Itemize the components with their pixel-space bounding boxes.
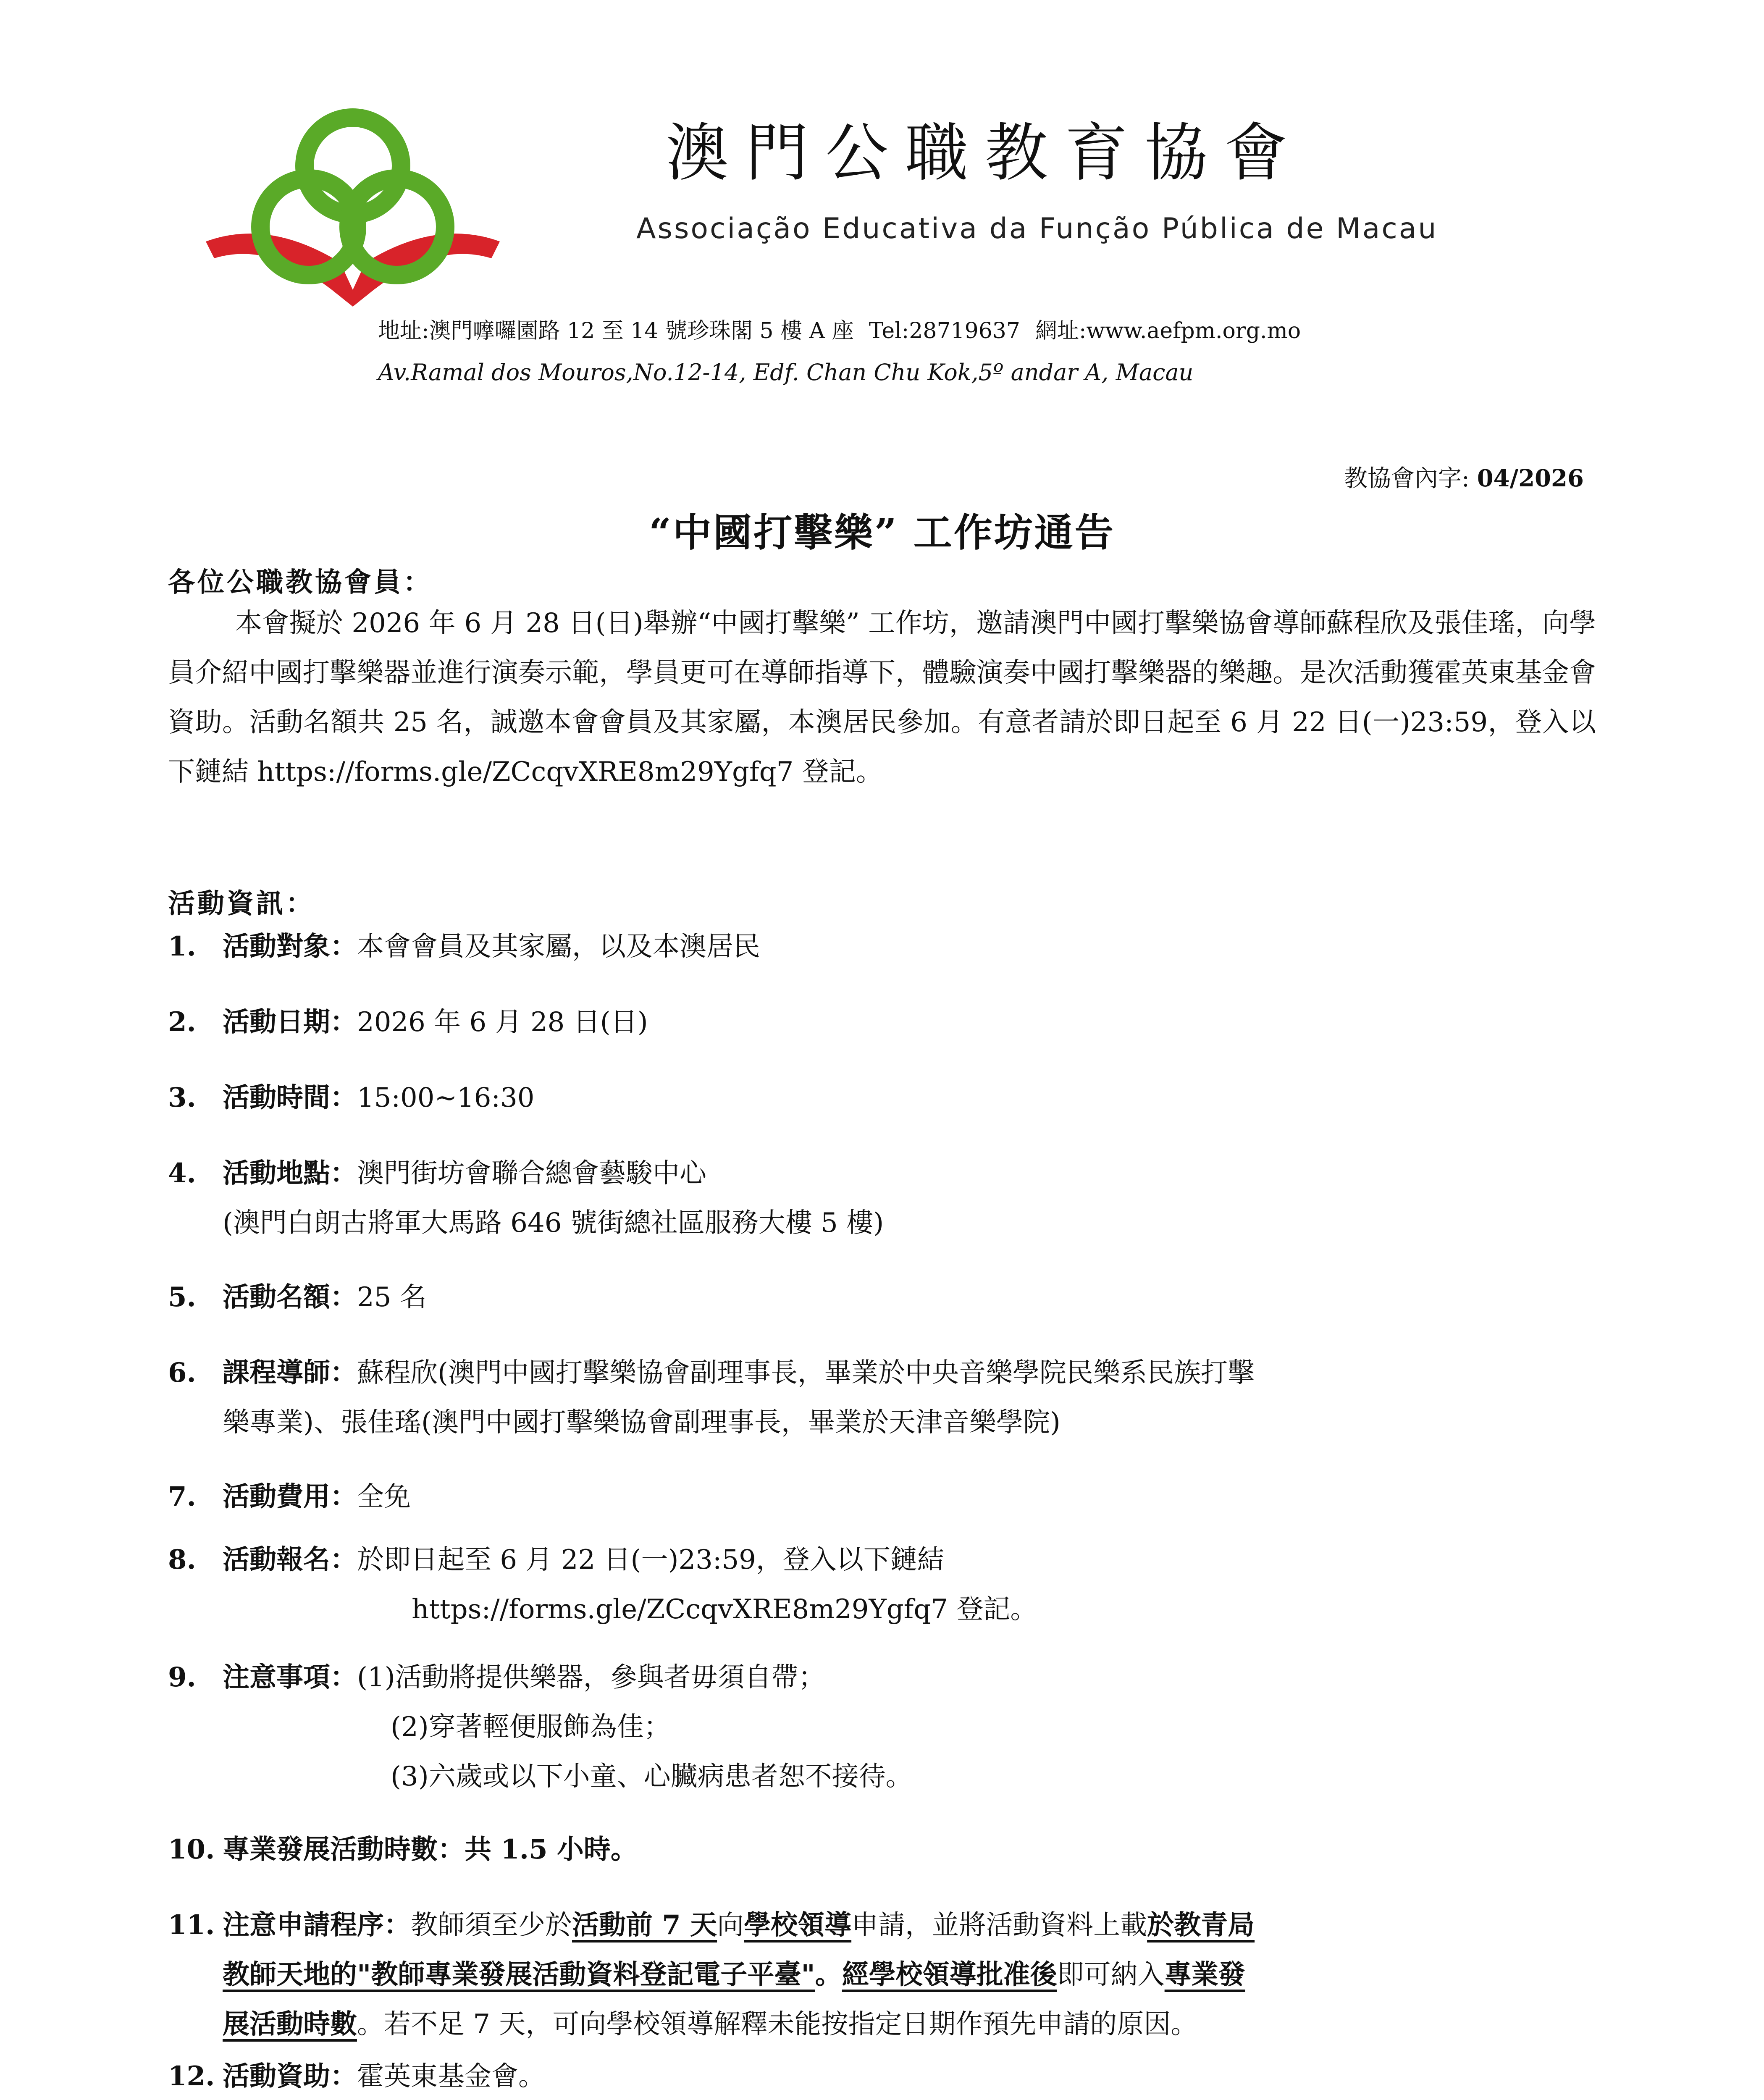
info-item-12 [168,2052,1604,2100]
info-item-5 [168,1273,1604,1322]
item-value-line2: (2)穿著輕便服飾為佳； [391,1712,671,1743]
item-label: 活動時間： [223,1082,357,1113]
salutation: 各位公職教協會員： [168,567,433,598]
info-item-9 [168,1653,1604,1801]
document-title: “中國打擊樂” 工作坊通告 [649,510,1115,555]
address-text: 地址:澳門嚤囉園路 12 至 14 號珍珠閣 5 樓 A 座 [378,318,854,344]
emphasis: 經學校領導批准後 [842,1959,1057,1990]
item-value: (1)活動將提供樂器，參與者毋須自帶； [357,1662,825,1693]
item-label: 活動地點： [223,1158,357,1189]
info-item-8 [168,1535,1604,1634]
item-number: 1. [168,931,196,962]
intro-text: 本會擬於 2026 年 6 月 28 日(日)舉辦“中國打擊樂” 工作坊，邀請澳門中國打擊樂協會導師蘇程欣及張佳瑤，向學員介紹中國打擊樂器並進行演奏示範，學員更可在導師指導下，體驗演奏中國打擊樂器的樂趣。是次活動獲霍英東基金會資助。活動名額共 25 名，誠邀本會會員及其家屬，本澳居民參加。有意者請於即日起至 6 月 22 日(一)23:59，登入以下鏈結 https://forms.gle/ZCcqvXRE8m29Ygfq7 登記。 [168,608,1596,788]
item-number: 12. [168,2061,215,2092]
item-label: 活動對象： [223,931,357,962]
reference-number [1344,460,1584,494]
registration-link[interactable]: https://forms.gle/ZCcqvXRE8m29Ygfq7 登記。 [412,1594,1037,1625]
item-label: 注意事項： [223,1662,357,1693]
address-line-portuguese: Av.Ramal dos Mouros,No.12-14, Edf. Chan Chu Kok,5º andar A, Macau [378,359,1194,386]
item-label: 活動費用： [223,1481,357,1512]
item-number: 9. [168,1662,196,1693]
address-line-chinese [378,313,1301,344]
item-value-line2: (澳門白朗古將軍大馬路 646 號街總社區服務大樓 5 樓) [223,1208,884,1239]
emphasis: 活動前 7 天 [572,1909,717,1941]
info-item-3 [168,1073,1604,1123]
item-number: 11. [168,1909,215,1941]
item-value-line3: (3)六歲或以下小童、心臟病患者恕不接待。 [391,1761,913,1792]
item-value: 15:00~16:30 [357,1082,535,1113]
item-text: 向 [717,1910,744,1941]
reference-value: 04/2026 [1477,465,1584,492]
item-value: 本會會員及其家屬，以及本澳居民 [357,931,760,962]
item-value: 霍英東基金會。 [357,2061,545,2092]
emphasis: 專業發 [1164,1959,1245,1990]
info-item-6 [168,1348,1604,1447]
item-number: 10. [168,1834,215,1865]
emphasis: 教師天地的"教師專業發展活動資料登記電子平臺" [223,1959,815,1990]
item-text: 即可納入 [1057,1959,1165,1990]
info-item-10 [168,1825,1604,1874]
info-item-11 [168,1900,1604,2049]
info-item-4 [168,1149,1604,1248]
website: 網址:www.aefpm.org.mo [1035,318,1301,344]
telephone: Tel:28719637 [869,318,1020,344]
item-label: 注意申請程序： [223,1909,411,1941]
item-label: 課程導師： [223,1357,357,1389]
item-number: 5. [168,1281,196,1313]
info-heading: 活動資訊： [168,888,315,919]
item-label: 活動資助： [223,2061,357,2092]
item-value: 於即日起至 6 月 22 日(一)23:59，登入以下鏈結 [357,1544,944,1575]
item-number: 2. [168,1006,196,1038]
item-text: 。 [815,1959,842,1990]
item-value: 共 1.5 小時。 [465,1834,638,1865]
item-label: 活動名額： [223,1281,357,1313]
item-value-line2: 樂專業)、張佳瑤(澳門中國打擊樂協會副理事長，畢業於天津音樂學院) [223,1407,1060,1438]
info-item-7 [168,1472,1604,1522]
emphasis: 學校領導 [744,1909,852,1941]
item-label: 專業發展活動時數： [223,1834,465,1865]
item-text: 。若不足 7 天，可向學校領導解釋未能按指定日期作預先申請的原因。 [357,2009,1198,2040]
item-number: 8. [168,1544,196,1575]
intro-paragraph [168,598,1596,797]
association-logo [202,92,504,311]
item-label: 活動報名： [223,1544,357,1575]
emphasis: 於教青局 [1147,1909,1255,1941]
reference-label: 教協會內字: [1344,465,1470,492]
item-value: 全免 [357,1481,411,1512]
item-label: 活動日期： [223,1006,357,1038]
item-number: 7. [168,1481,196,1512]
item-value: 25 名 [357,1282,427,1313]
item-number: 6. [168,1357,196,1389]
org-name-chinese: 澳門公職教育協會 [666,117,1305,190]
info-item-1 [168,922,1604,971]
emphasis: 展活動時數 [223,2008,357,2040]
org-name-portuguese: Associação Educativa da Função Pública de Macau [636,212,1438,245]
item-number: 4. [168,1158,196,1189]
item-value: 澳門街坊會聯合總會藝駿中心 [357,1158,706,1189]
item-value: 2026 年 6 月 28 日(日) [357,1007,648,1038]
item-text: 教師須至少於 [411,1910,572,1941]
item-number: 3. [168,1082,196,1113]
item-text: 申請，並將活動資料上載 [851,1910,1147,1941]
item-value: 蘇程欣(澳門中國打擊樂協會副理事長，畢業於中央音樂學院民樂系民族打擊 [357,1357,1255,1389]
info-item-2 [168,998,1604,1047]
